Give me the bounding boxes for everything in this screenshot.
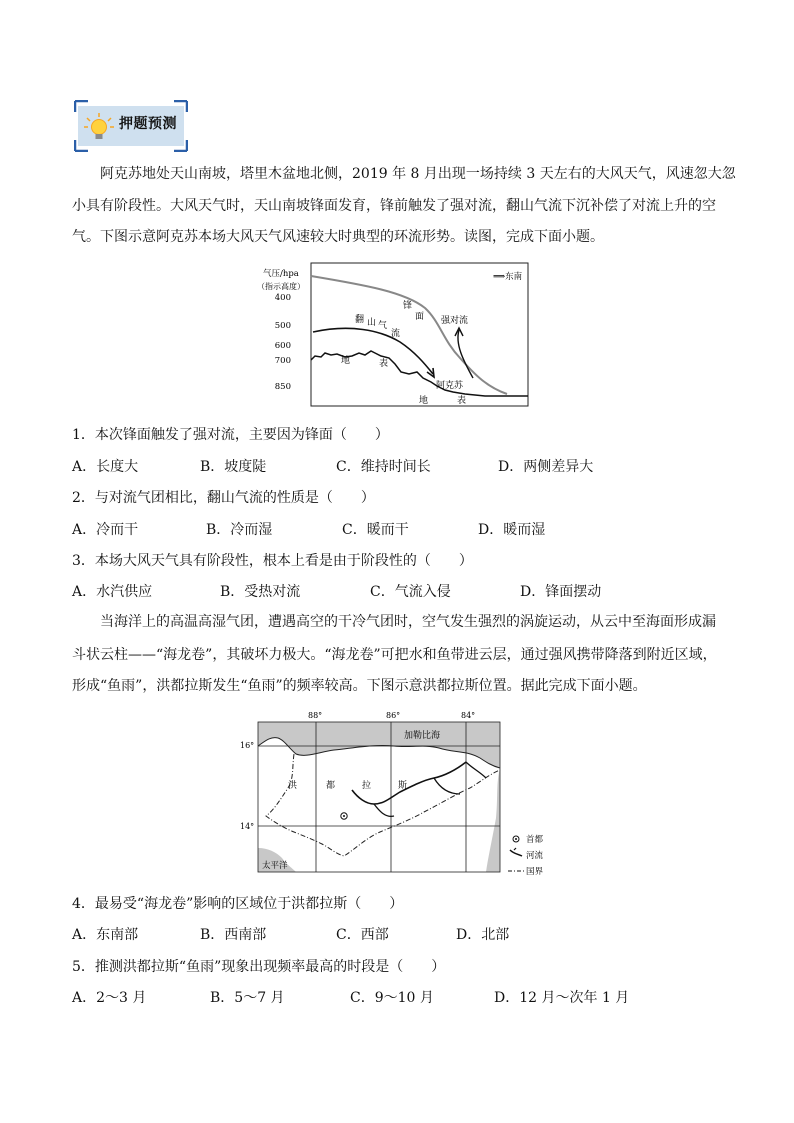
figure1-ylabel: 气压/hpa xyxy=(263,269,299,279)
tick-700: 700 xyxy=(274,356,291,366)
lon-86: 86° xyxy=(386,711,401,720)
question-2-option-d[interactable]: D．暖而湿 xyxy=(478,522,546,538)
passage1-line-1: 阿克苏地处天山南坡，塔里木盆地北侧，2019 年 8 月出现一场持续 3 天左右的大风天气，风速忽大忽 xyxy=(100,166,736,182)
country-char-3: 拉 xyxy=(362,781,372,791)
flow-label-2: 山 xyxy=(367,318,377,328)
country-char-2: 都 xyxy=(326,781,336,791)
question-1-option-c[interactable]: C．维持时间长 xyxy=(336,459,431,475)
country-char-1: 洪 xyxy=(288,781,298,791)
ocean-label: 太平洋 xyxy=(262,861,288,871)
river-branch-3 xyxy=(466,762,486,778)
question-4-option-b[interactable]: B．西南部 xyxy=(200,927,267,943)
question-2-option-b[interactable]: B．冷而湿 xyxy=(206,522,273,538)
section-badge xyxy=(74,100,188,152)
country-char-4: 斯 xyxy=(398,781,408,791)
question-4-option-a[interactable]: A．东南部 xyxy=(72,927,139,943)
ground-right-1: 地 xyxy=(419,396,429,406)
lightbulb-icon xyxy=(84,112,114,142)
passage2-line-2: 斗状云柱——“海龙卷”，其破坏力极大。“海龙卷”可把水和鱼带进云层，通过强风携带降落到附近区域， xyxy=(72,647,717,663)
question-3-option-b[interactable]: B．受热对流 xyxy=(220,584,301,600)
tick-600: 600 xyxy=(274,341,291,351)
ground-right-2: 表 xyxy=(457,396,467,406)
legend-border-label: 国界 xyxy=(526,867,544,877)
question-1-option-d[interactable]: D．两侧差异大 xyxy=(498,459,594,475)
lat-16: 16° xyxy=(240,741,255,750)
caribbean-sea xyxy=(258,722,500,768)
flow-label-1: 翻 xyxy=(355,315,365,325)
honduras-map xyxy=(234,708,564,880)
passage2-line-3: 形成“鱼雨”，洪都拉斯发生“鱼雨”的频率较高。下图示意洪都拉斯位置。据此完成下面小题。 xyxy=(72,678,647,694)
front-line xyxy=(311,276,507,394)
figure1-ylabel2: （指示高度） xyxy=(257,282,305,291)
direction-label: ⟹东南 xyxy=(493,272,523,282)
question-5-option-d[interactable]: D．12 月～次年 1 月 xyxy=(494,990,630,1006)
river-branch-2 xyxy=(434,778,460,794)
ground-left-2: 表 xyxy=(379,359,389,369)
question-1-option-a[interactable]: A．长度大 xyxy=(72,459,139,475)
aksu-label: 阿克苏 xyxy=(436,381,464,391)
ground-left-1: 地 xyxy=(341,356,351,366)
passage2-line-1: 当海洋上的高温高湿气团，遭遇高空的干冷气团时，空气发生强烈的涡旋运动，从云中至海面形成漏 xyxy=(100,614,716,630)
legend-river-icon xyxy=(510,850,522,856)
question-5-option-a[interactable]: A．2～3 月 xyxy=(72,990,147,1006)
question-2-option-c[interactable]: C．暖而干 xyxy=(342,522,409,538)
tick-500: 500 xyxy=(274,321,291,331)
tick-850: 850 xyxy=(274,382,291,392)
question-3-option-a[interactable]: A．水汽供应 xyxy=(72,584,153,600)
question-4-option-d[interactable]: D．北部 xyxy=(456,927,510,943)
question-3-stem: 3．本场大风天气具有阶段性，根本上看是由于阶段性的（ ） xyxy=(72,553,473,569)
lat-14: 14° xyxy=(240,822,255,831)
question-3-option-c[interactable]: C．气流入侵 xyxy=(370,584,451,600)
question-2-stem: 2．与对流气团相比，翻山气流的性质是（ ） xyxy=(72,490,375,506)
front-label-1: 锋 xyxy=(403,301,413,311)
front-label-2: 面 xyxy=(415,312,425,322)
national-border xyxy=(266,754,500,856)
sea-label: 加勒比海 xyxy=(404,731,441,741)
figure1-frame xyxy=(311,263,528,406)
question-1-stem: 1．本次锋面触发了强对流，主要因为锋面（ ） xyxy=(72,427,389,443)
lon-88: 88° xyxy=(308,711,323,720)
badge-title: 押题预测 xyxy=(119,116,177,132)
circulation-figure xyxy=(255,260,535,410)
flow-label-3: 气 xyxy=(378,321,388,331)
question-4-stem: 4．最易受“海龙卷”影响的区域位于洪都拉斯（ ） xyxy=(72,896,404,912)
question-4-option-c[interactable]: C．西部 xyxy=(336,927,389,943)
passage1-line-3: 气。下图示意阿克苏本场大风天气风速较大时典型的环流形势。读图，完成下面小题。 xyxy=(72,229,604,245)
question-5-stem: 5．推测洪都拉斯“鱼雨”现象出现频率最高的时段是（ ） xyxy=(72,959,446,975)
legend-capital-label: 首都 xyxy=(526,835,544,845)
flow-label-4: 流 xyxy=(391,329,401,339)
passage1-line-2: 小具有阶段性。大风天气时，天山南坡锋面发育，锋前触发了强对流，翻山气流下沉补偿了对流上升的空 xyxy=(72,198,716,214)
lon-84: 84° xyxy=(461,711,476,720)
legend-river-label: 河流 xyxy=(526,851,544,861)
tick-400: 400 xyxy=(274,293,291,303)
eastern-sea xyxy=(486,768,500,872)
question-3-option-d[interactable]: D．锋面摆动 xyxy=(520,584,602,600)
question-5-option-b[interactable]: B．5～7 月 xyxy=(210,990,285,1006)
question-1-option-b[interactable]: B．坡度陡 xyxy=(200,459,267,475)
convection-label: 强对流 xyxy=(441,316,469,326)
question-2-option-a[interactable]: A．冷而干 xyxy=(72,522,139,538)
question-5-option-c[interactable]: C．9～10 月 xyxy=(350,990,434,1006)
